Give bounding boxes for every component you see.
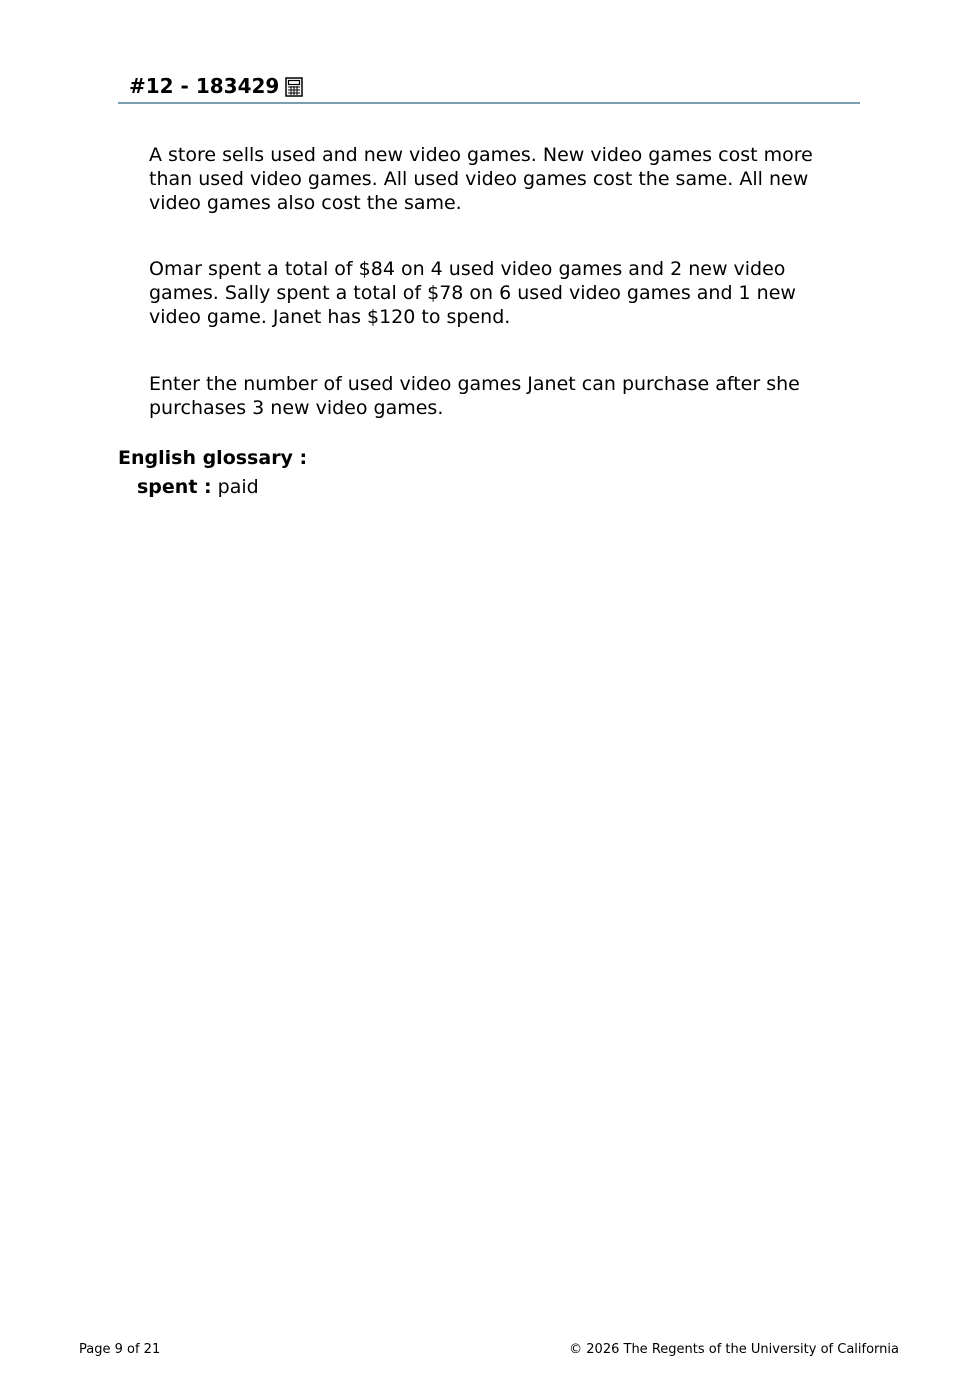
item-title: #12 - 183429 bbox=[129, 74, 280, 98]
glossary-entry bbox=[137, 475, 259, 499]
glossary-heading: English glossary : bbox=[118, 447, 308, 469]
item-title-row bbox=[129, 74, 303, 98]
item-header bbox=[118, 72, 860, 104]
passage-paragraph-2: Omar spent a total of $84 on 4 used video games and 2 new video games. Sally spent a total of $78 on 6 used video games and 1 new video game. Janet has $120 to spend. bbox=[149, 258, 796, 328]
passage-paragraph-3: Enter the number of used video games Janet can purchase after she purchases 3 new video games. bbox=[149, 373, 800, 419]
glossary-definition: paid bbox=[217, 476, 259, 498]
copyright-notice: © 2026 The Regents of the University of California bbox=[569, 1342, 899, 1357]
calculator-icon bbox=[285, 77, 303, 97]
page-number: Page 9 of 21 bbox=[79, 1342, 161, 1357]
glossary-term: spent : bbox=[137, 476, 212, 498]
passage-paragraph-1: A store sells used and new video games. New video games cost more than used video games. All used video games cost the same. All new video games also cost the same. bbox=[149, 144, 813, 214]
